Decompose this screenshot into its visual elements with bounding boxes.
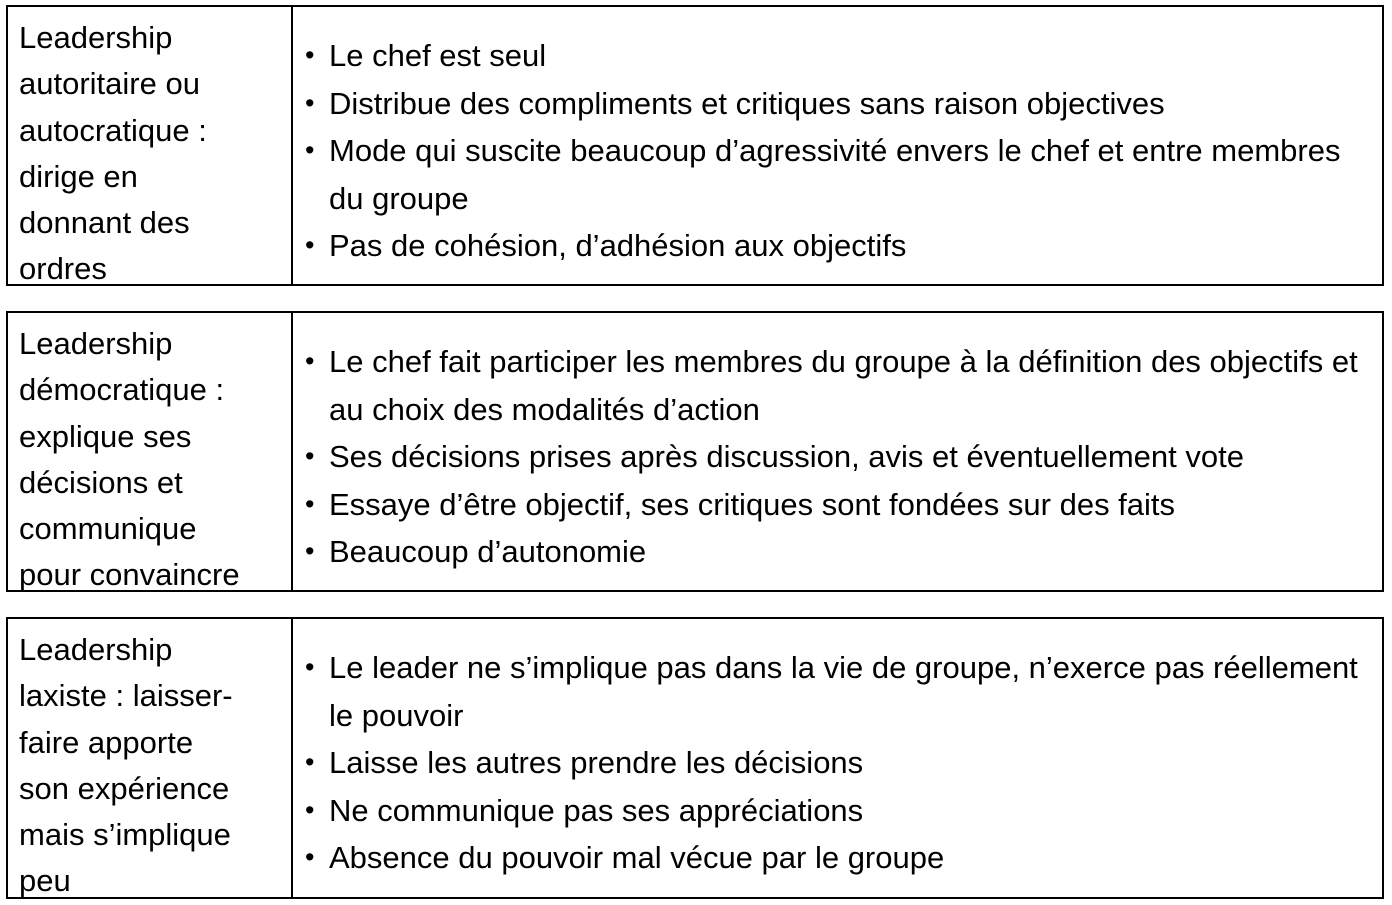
characteristics-cell [293, 7, 1382, 284]
leadership-table-democratic [6, 311, 1384, 592]
item-text: Le chef fait participer les membres du groupe à la définition des objectifs et au choix des modalités d’action [329, 344, 1358, 427]
item-text: Ne communique pas ses appréciations [329, 792, 864, 828]
list-item [305, 32, 1372, 80]
characteristics-cell [293, 619, 1382, 897]
characteristics-list [305, 32, 1372, 270]
list-item [305, 222, 1372, 270]
list-item [305, 338, 1372, 433]
item-text: Essaye d’être objectif, ses critiques sont fondées sur des faits [329, 486, 1176, 522]
bullet-icon: • [305, 40, 315, 70]
leadership-table-autocratic [6, 5, 1384, 286]
leadership-type-label: Leadership laxiste : laisser- faire apporte son expérience mais s’implique peu [8, 619, 293, 897]
list-item [305, 834, 1372, 882]
bullet-icon: • [305, 842, 315, 872]
bullet-icon: • [305, 488, 315, 519]
list-item [305, 787, 1372, 835]
item-text: Beaucoup d’autonomie [329, 534, 647, 569]
characteristics-list [305, 338, 1372, 576]
bullet-icon: • [305, 441, 315, 471]
list-item [305, 127, 1372, 222]
list-item [305, 80, 1372, 128]
bullet-icon: • [305, 747, 315, 777]
bullet-icon: • [305, 794, 315, 825]
item-text: Laisse les autres prendre les décisions [329, 745, 864, 780]
item-text: Distribue des compliments et critiques sans raison objectives [329, 85, 1165, 121]
item-text: Ses décisions prises après discussion, avis et éventuellement vote [329, 439, 1244, 474]
item-text: Le leader ne s’implique pas dans la vie de groupe, n’exerce pas réellement le pouvoir [329, 650, 1358, 733]
characteristics-list [305, 644, 1372, 882]
leadership-table-laissez-faire [6, 617, 1384, 899]
characteristics-cell [293, 313, 1382, 590]
bullet-icon: • [305, 346, 315, 376]
bullet-icon: • [305, 135, 315, 165]
item-text: Le chef est seul [329, 38, 547, 73]
list-item [305, 528, 1372, 576]
item-text: Mode qui suscite beaucoup d’agressivité envers le chef et entre membres du groupe [329, 133, 1341, 216]
bullet-icon: • [305, 87, 315, 118]
bullet-icon: • [305, 536, 315, 566]
bullet-icon: • [305, 652, 315, 682]
bullet-icon: • [305, 230, 315, 260]
item-text: Pas de cohésion, d’adhésion aux objectifs [329, 228, 907, 263]
leadership-type-label: Leadership autoritaire ou autocratique : dirige en donnant des ordres [8, 7, 293, 284]
leadership-type-label: Leadership démocratique : explique ses décisions et communique pour convaincre [8, 313, 293, 590]
list-item [305, 433, 1372, 481]
list-item [305, 644, 1372, 739]
list-item [305, 481, 1372, 529]
item-text: Absence du pouvoir mal vécue par le groupe [329, 840, 945, 875]
list-item [305, 739, 1372, 787]
